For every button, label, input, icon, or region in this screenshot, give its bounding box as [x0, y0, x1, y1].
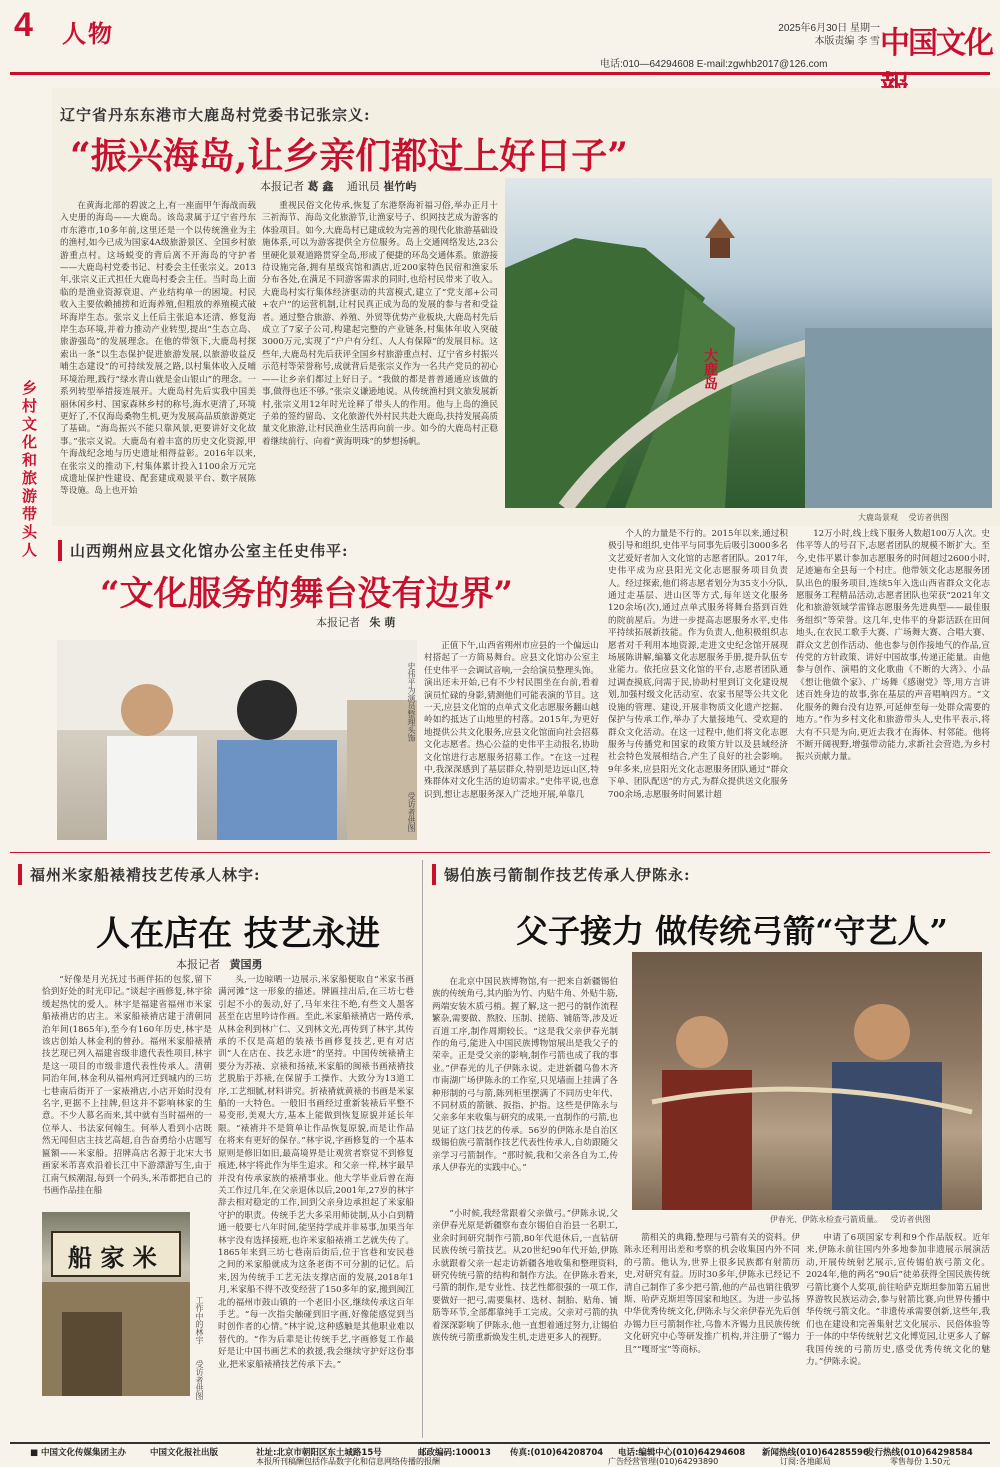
article3-headline: 人在店在 技艺永进 [96, 914, 380, 954]
column-label: 乡村文化和旅游带头人 [20, 380, 38, 560]
pavilion [710, 238, 730, 258]
article4-deck: 锡伯族弓箭制作技艺传承人伊陈永: [432, 864, 691, 885]
article1-text-2: 重视民俗文化传承,恢复了东港祭海祈福习俗,举办正月十三祈海节、海岛文化旅游节,让渔家号子、织网技艺成为游客的体验项目。如今,大鹿岛村已建成较为完善的现代化旅游基础设施体系,可以为游客提供全方位服务。岛上交通网络发达,23公里硬化景观道路贯穿全岛,形成了便捷的环岛交通体系。旅游接待设施完备,拥有星级宾馆和酒店,近200家特色民宿和渔家乐分布各处,在满足不同游客需求的同时,也给村民带来了收入。大鹿岛村实行集体经济驱动的共富模式,建立了“党支部+公司+农户”的运营机制,让村民真正成为岛的发展的参与者和受益者。通过整合旅游、养殖、外贸等优势产业板块,大鹿岛村先后成立了7家子公司,构建起完整的产业链条,村集体年收入突破3000万元,实现了“户户有分红、人人有保障”的发展目标。这些年,大鹿岛村先后获评全国乡村旅游重点村、辽宁省乡村振兴示范村等荣誉称号,成就背后是张宗义作为一名共产党员的初心——让乡亲们都过上好日子。“我做的都是普普通通应该做的事,做得也还不够。”张宗义谦逊地说。从传统渔村到文旅发展新村,张宗义用12年时光诠释了带头人的作用。他与上岛的渔民子弟的签约留岛、文化旅游代外村民共赴大鹿岛,扶持发展高质量文化旅游,让村民渔业生活再向前一步。如今的大鹿岛村正稳着继续前行、向着“黄海明珠”的梦想扬帆。 [262, 201, 498, 447]
footer-fax: 传真:(010)64208704 [510, 1448, 604, 1458]
article4-column-2 [432, 1208, 618, 1438]
footer-publisher: ■ 中国文化传媒集团主办 [30, 1448, 126, 1458]
contact-line: 电话:010—64294608 E-mail:zgwhb2017@126.com [600, 59, 828, 70]
footer-subscribe: 订阅:各地邮局 [780, 1457, 831, 1466]
article3-text-2: 头,一边晾晒一边展示,米家船便取自“米家书画满河滩”这一形象的描述。牌匾挂出后,在三坊七巷引起不小的轰动,好了,马年来往不绝,有些文人墨客甚至在店里吟诗作画。至此,米家船裱褙店一路传承,从林金利到林广仁、又到林文光,再传到了林宇,其传承的不仅是高超的装裱书画修复技艺,更有对店训“人在店在、技艺永进”的坚持。中国传统裱褙主要分为苏裱、京裱和扬裱,米家船的闽裱书画裱褙技艺脱胎于苏裱,在保留手工操作、大致分为13道工序,工艺细腻,材料讲究。折裱褙就黄裱的书画是米家船的一大特色。一般旧书画经过重新装裱后平整不易变形,美观大方,基本上能做到恢复原貌并延长年限。“裱褙并不是简单让作品恢复原貌,而是让作品在将来有更好的保存。”林宇说,字画修复的一个基本原则是修旧如旧,最高境界是让观赏者察觉不到修复痕迹,林宇将此作为毕生追求。和父亲一样,林宇最早并没有传承家族的裱褙事业。他大学毕业后曾在海关工作过几年,在父亲退休以后,2001年,27岁的林宇辞去相对稳定的工作,回到父亲身边承担起了米家船守护的职责。传统手艺大多采用师徒制,从小白到精通一般要七八年时间,能坚持学成并非易事,加果当年林宇没有选择接班,也许米家船裱褙工艺就失传了。1865年来到三坊七巷南后街后,位于宫巷和安民巷之间的米家船就成为这条老街不可分割的记忆。后来,因为传统手工艺无法支撑店面的发展,2018年1月,米家船不得不改变经营了150多年的家,搬到闽江北的福州市鼓山镇的一个老旧小区,继续传承这百年手艺。“每一次指尖触碰到旧字画,好像能感觉到当时创作者的心情。”林宇说,这种感触是其他职业难以替代的。“作为后辈是让传统手艺,字画修复工作最好是让中国书画艺术的救援,我会继续守护好这份事业,把米家船裱褙技艺传承下去。” [218, 975, 414, 1370]
article1-byline [260, 178, 426, 194]
son-head [854, 1004, 910, 1060]
article2-text-1: 正值下午,山西省朔州市应县的一个偏远山村搭起了一方简易舞台。应县文化馆办公室主任史伟平一会调试音响,一会给演员整理头饰。演出还未开始,已有不少村民围坐在台前,看着演员忙碌的身影,猜测他们可能表演的节目。这一天,应县文化馆的点单式文化志愿服务翻山越岭如约抵达了山地里的村落。2015年,为更好地提供公共文化服务,应县文化馆面向社会招募文化志愿者。热心公益的史伟平主动报名,协助文化馆进行志愿服务招募工作。“在这一过程中,我深深感到了基层群众,特别是边远山区,特殊群体对文化生活的迫切需求。”史伟平说,也意识到,想让志愿服务深入广泛地开展,单靠几 [424, 641, 599, 800]
footer-phone: 电话:编辑中心(010)64294608 [618, 1448, 746, 1458]
article3-column-1 [42, 974, 212, 1206]
article1-text-1: 在黄海北部的碧波之上,有一座面甲午海战而载入史册的海岛——大鹿岛。该岛隶属于辽宁省丹东市东港市,10多年前,这里还是一个以传统渔业为主的渔村,如今已成为国家4A级旅游景区、全国乡村旅游重点村。这场蜕变的背后离不开海岛的守护者——大鹿岛村党委书记、村委会主任张宗义。2013年,张宗义正式担任大鹿岛村委会主任。当时岛上面临的是渔业资源衰退、产业结构单一的困境。村民收入主要依赖捕捞和近海养殖,但粗放的养殖模式破坏海岸生态。张宗义上任后主张追本还清、修复海岸生态环境,并着力推动产业转型,提出“生态立岛、旅游强岛”的发展理念。在他的带领下,大鹿岛村探索出一条“以生态保护促进旅游发展,以旅游收益反哺生态建设”的可持续发展之路,以村集体收入反哺环境治理,践行“绿水青山就是金山银山”的理念。一系列转型举措接连展开。大鹿岛村先后实我中国美丽休闲乡村、国家森林乡村的称号,海水更清了,环境更好了,不仅海岛桑物生机,更为发展高品质旅游奠定了基础。“海岛振兴不能只靠风景,更要讲好文化故事。”张宗义说。大鹿岛有着丰富的历史文化资源,甲午海战纪念地与历史遗址相得益彰。2016年以来,在张宗义的推动下,村集体累计投入1100余万元完成遗址保护性建设、配套建成观景平台、数字展陈等设施。岛上也开始 [60, 201, 256, 497]
article3-column-2 [218, 974, 414, 1438]
article2-text-2: 个人的力量是不行的。2015年以来,通过积极引导和组织,史伟平与同事先后吸引3000多名文艺爱好者加入文化馆的志愿者团队。2017年,史伟平成为应县阳光文化志愿服务项目负责人。经过探索,他们将志愿者划分为35支小分队,通过走基层、进山区等方式,每年送文化服务120余场(次),通过点单式服务将舞台搭到百姓的院前屋后。为进一步提高志愿服务水平,史伟平持续拓展新技能。作为负责人,他积极组织志愿者对千利用本地资源,走进文史纪念馆开展现场展陈讲解,编纂文化志愿服务手册,提升队伍专业能力。依托应县文化馆的平台,志愿者团队通过调查摸底,问需于民,协助村里到订文化建设规划,加强村级文化活动室、农家书屋等公共文化设施的管理、建设,开展非物质文化遗产挖掘、保护与传承工作,举办了大量接地气、受欢迎的群众文化活动。在这一过程中,他们将文化志愿服务与传播党和国家的政策方针以及县域经济社会特色发展相结合,产生了良好的社会影响。9年多来,应县阳光文化志愿服务团队通过“群众下单、团队配送”的方式,为群众提供送文化服务700余场,志愿服务时间累计超 [608, 529, 788, 800]
article4-photo-caption [770, 1214, 931, 1225]
article3-deck: 福州米家船裱褙技艺传承人林宇: [18, 864, 261, 885]
article2-photo-credit: 受访者供图 [407, 792, 416, 832]
page-number: 4 [14, 6, 33, 44]
section-title: 人物 [62, 19, 114, 48]
article2-photo-caption: 史伟平为演员整理头饰 [407, 662, 416, 742]
shop-sign-text: 船 家 米 [68, 1243, 157, 1272]
father-head [676, 1016, 728, 1068]
byline-name: 崔竹屿 [383, 180, 417, 193]
footer-copyright: 本报所刊稿酬包括作品数字化和信息网络传播的报酬 [256, 1457, 440, 1466]
caption-text: 伊春光、伊陈永检查弓箭质量。 [770, 1215, 882, 1224]
article1-photo-caption [858, 512, 949, 523]
coast-photo [505, 178, 992, 508]
footer-news-hotline: 新闻热线(010)64285596 [762, 1448, 869, 1458]
article1-column-1 [60, 200, 256, 522]
article3-text-1: “好像是月光抚过书画伴拓的包浆,留下恰到好处的时光印记。”谈起字画修复,林宇徐缓起热忱的爱人。林宇是福建省福州市米家船裱褙店的店主。米家船裱褙店建于清朝同治年间(1865年),至今有160年历史,林宇是该店创始人林金利的曾孙。福州米家船裱褙技艺现已列入福建省级非遗代表性项目,林宇是这一项目的市级非遗代表性传承人。清朝同治年间,林金利从福州鸡河迁到城内的三坊七巷南后街开了一家裱褙店,小店开始时没有名字,更据不上挂牌,但这并不影响林家的生意。不少人慕名而来,其中就有当时福州的一位举人、书法家何翰生。何举人看到小店既然无闻但店主技艺高超,自告奋勇给小店题写匾额——米家船。招牌高店名源于北宋大书画家米芾喜欢沿着长江中下游漂游写生,由于江南气候潮湿,每到一个码头,米芾都把自己的书画作品挂在船 [42, 975, 212, 1196]
footer-ad-permit: 广告经营管理(010)64293890 [608, 1457, 719, 1466]
pavilion-roof [705, 218, 735, 238]
bows-illustration [632, 952, 982, 1210]
footer-printer: 中国文化报社出版 [150, 1448, 219, 1458]
byline-label: 本报记者 [260, 180, 304, 193]
coast-illustration [505, 178, 992, 508]
byline-name: 朱 萌 [369, 616, 396, 629]
village-illustration [57, 640, 417, 840]
caption-text: 大鹿岛景观 [858, 513, 898, 522]
paper-logo: 中国文化 [880, 26, 992, 61]
headdress [237, 680, 297, 740]
footer-price: 零售每份 1.50元 [890, 1457, 951, 1466]
article1-headline: “振兴海岛,让乡亲们都过上好日子” [70, 135, 628, 177]
article4-text-3: 箭相关的典籍,整理与弓箭有关的资料。伊陈永还利用出差和考察的机会收集国内外不同的弓箭。他认为,世界上很多民族都有射箭历史,对研究有益。历时30多年,伊陈永已经记不清自己制作了多少把弓箭,他的产品也销往俄罗斯、哈萨克斯坦等国家和地区。为进一步弘扬中华优秀传统文化,伊陈永与父亲伊春光先后创办锡力巨弓箭制作社,乌鲁木齐锡力且民族传统文化研究中心等研发推广机构,并注册了“锡力且”“嘎哥宝”等商标。 [624, 1233, 800, 1355]
photo-overlay-text: 大鹿岛 [702, 348, 718, 390]
footer-distribution-hotline: 发行热线(010)64298584 [866, 1448, 973, 1458]
photo-credit: 受访者供图 [890, 1215, 931, 1224]
person-head [121, 684, 173, 736]
byline-label: 通讯员 [346, 180, 380, 193]
article1-column-2 [262, 200, 498, 522]
person-shirt [107, 736, 197, 840]
article2-text-3: 12万小时,线上线下服务人数超100万人次。史伟平等人的号召下,志愿者团队的规模不断扩大。至今,史伟平累计参加志愿服务的时间超过2600小时,足迹遍布全县每一个村庄。他带领文化志愿服务团队出色的服务项目,连续5年入选山西省群众文化志愿服务工程精品活动,志愿者团队也荣获“2021年文化和旅游领域学雷锋志愿服务先进典型——最佳服务组织”等荣誉。这几年,史伟平的身影活跃在田间地头,在农民工歌手大赛、广场舞大赛、合唱大赛、群众文艺创作活动、他也参与创作接地气的作品,宣传党的方针政策、讲好中国故事,传递正能量。由他参与创作、演唱的文化歌曲《不断的大湾》、小品《想让他做个家》、广场舞《感谢党》等,用方言讲述百姓身边的故事,弥在基层的声音唱响四方。“文化服务的舞台没有边界,可延伸至每一处群众需要的地方。”作为乡村文化和旅游带头人,史伟平表示,将大有不只是为向,更近去我才在海体、村邻能。他将不断开阔视野,增强带动能力,求新社会营造,为乡村振兴贡献力量。 [796, 529, 990, 763]
article4-column-3 [624, 1232, 800, 1438]
masthead-rule [10, 72, 990, 75]
article3-byline [176, 956, 273, 972]
article3-photo-caption: 工作中的林宇 [195, 1296, 204, 1344]
article1-deck: 辽宁省丹东东港市大鹿岛村党委书记张宗义: [60, 106, 371, 124]
article2-column-3 [796, 528, 990, 842]
article3-photo-credit: 受访者供图 [195, 1360, 204, 1400]
shop-photo [42, 1212, 190, 1396]
article2-deck: 山西朔州应县文化馆办公室主任史伟平: [58, 540, 349, 561]
article2-byline [316, 614, 405, 630]
masthead-meta [600, 22, 880, 70]
footer-rule [10, 1442, 990, 1444]
article2-column-2 [608, 528, 788, 842]
article2-column-1 [424, 640, 599, 842]
article4-headline: 父子接力 做传统弓箭“守艺人” [516, 912, 948, 950]
byline-name: 黄国勇 [229, 958, 263, 971]
photo-credit: 受访者供图 [908, 513, 949, 522]
date-line: 2025年6月30日 星期一 [778, 23, 880, 34]
article4-column-4 [806, 1232, 990, 1438]
article4-text-2: “小时候,我经常跟着父亲做弓。”伊陈永说,父亲伊春光原是新疆察布查尔锡伯自治县一名职工,业余时间研究制作弓箭,80年代退休后,一直钻研民族传统弓箭技艺。从20世纪90年代开始,伊陈永就跟着父亲一起走访新疆各地收集和整理资料,研究传统弓箭的结构和制作方法。在伊陈永看来,弓箭的制作,是专业性、技艺性都很强的一项工作,要做好一把弓,需要集材、选材、制胎、贴角、铺筋等环节,全部都靠纯手工完成。父亲对弓箭的执着深深影响了伊陈永,他一直想着通过努力,让锡伯族传统弓箭重新焕发生机,走进更多人的视野。 [432, 1209, 618, 1344]
performer-costume [217, 740, 337, 840]
article4-text-4: 申请了6项国家专利和9个作品版权。近年来,伊陈永前往国内外多地参加非遗展示展演活动,开展传统射艺展示,宣传锡伯族弓箭文化。2024年,他的两名“90后”徒弟获得全国民族传统弓箭比赛个人奖项,前往哈萨克斯坦参加第五届世界游牧民族运动会,参与射箭比赛,向世界传播中华传统弓箭文化。“非遗传承需要创新,这些年,我们也在建设和完善集射艺文化展示、民俗体验等于一体的中华传统射艺文化博览园,让更多人了解我国传统的弓箭历史,感受优秀传统文化的魅力。”伊陈永说。 [806, 1233, 990, 1368]
section-divider [10, 852, 990, 853]
footer-postcode: 邮政编码:100013 [418, 1448, 491, 1458]
editor-line: 本版责编 李 雪 [814, 36, 880, 47]
footer-address: 社址:北京市朝阳区东土城路15号 [256, 1448, 382, 1458]
village-photo [57, 640, 417, 840]
bows-photo [632, 952, 982, 1210]
byline-label: 本报记者 [316, 616, 360, 629]
column-divider [422, 860, 423, 1438]
article4-column-1 [432, 976, 618, 1206]
article4-text-1: 在北京中国民族博物馆,有一把来自新疆锡伯族的传统角弓,其内胎为竹、内贴牛角、外贴牛筋,两端安装木质弓梢。握了解,这一把弓的制作流程繁杂,需要做、熬胶、压制、搓筋、铺筋等,涉及近百道工序,制作周期较长。“这是我父亲伊春光制作的角弓,能进入中国民族博物馆展出是我父子的荣幸。正是受父亲的影响,制作弓箭也成了我的事业。”伊春光的儿子伊陈永说。走进新疆乌鲁木齐市南湖广场伊陈永的工作室,只见墙面上挂满了各种形制的弓与箭,陈列柜里摆满了不同历史年代、不同材质的箭镞、扳指、护指。这些是伊陈永与父亲多年来收集与研究的成果,一直制作的弓箭,也见证了这门技艺的传承。56岁的伊陈永是自治区级锡伯族弓箭制作技艺代表性传承人,自幼跟随父亲学习弓箭制作。“那时候,我和父亲各自为工,传承人伊春光的实践中心。” [432, 977, 618, 1174]
article2-headline: “文化服务的舞台没有边界” [100, 574, 514, 614]
son-robe [832, 1062, 942, 1210]
byline-label: 本报记者 [176, 958, 220, 971]
byline-name: 葛 鑫 [307, 180, 334, 193]
